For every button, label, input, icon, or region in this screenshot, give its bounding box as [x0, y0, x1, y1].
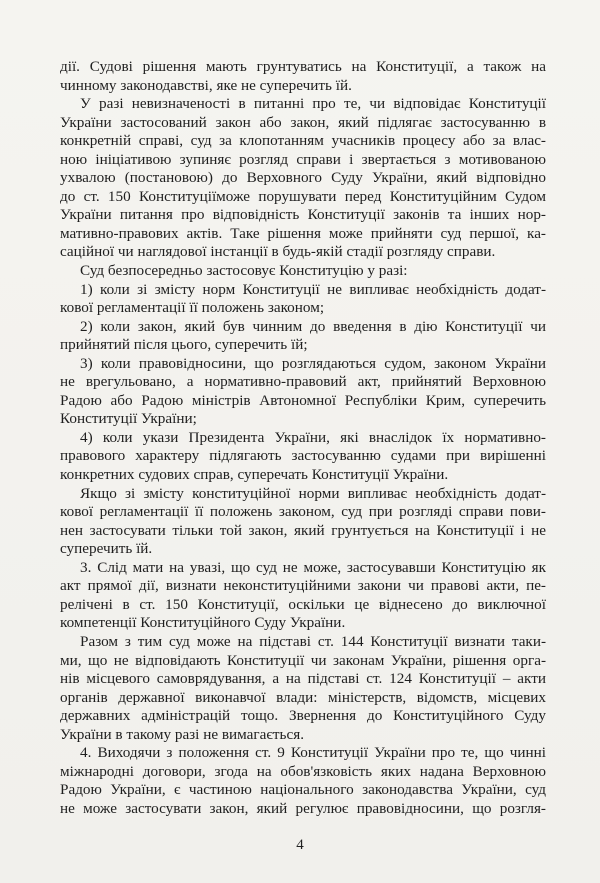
text-line: 3. Слід мати на увазі, що суд не може, застосувавши Конституцію як: [80, 558, 546, 576]
text-line: У разі невизначеності в питанні про те, чи відповідає Конституції: [80, 95, 546, 113]
text-line: кової регламентації її положень законом;: [60, 299, 325, 317]
text-line: 1) коли зі змісту норм Конституції не випливає необхідність додат-: [80, 280, 546, 298]
text-line: України застосований закон або закон, який підлягає застосуванню в: [60, 113, 546, 131]
text-line: України в такому разі не вимагається.: [60, 725, 304, 743]
text-line: ухвалою (постановою) до Верховного Суду України, який відповідно: [60, 169, 546, 187]
text-line: Радою або Радою міністрів Автономної Республіки Крим, суперечить: [60, 391, 546, 409]
text-line: конкретній справі, суд за клопотанням учасників процесу або за влас-: [60, 132, 546, 150]
text-line: акт прямої дії, визнати неконституційними закони чи правові акти, пе-: [60, 577, 546, 595]
text-line: релічені в ст. 150 Конституції, оскільки це віднесено до виключної: [60, 595, 546, 613]
text-line: не може застосувати закон, який регулює правовідносини, що розгля-: [60, 799, 546, 817]
page-number: 4: [296, 837, 304, 853]
text-line: Якщо зі змісту конституційної норми випливає необхідність додат-: [80, 484, 546, 502]
text-line: ми, що не відповідають Конституції чи законам України, рішення орга-: [60, 651, 546, 669]
text-line: органів державної виконавчої влади: міністерств, відомств, місцевих: [60, 688, 546, 706]
text-line: не врегульовано, а нормативно-правовий акт, прийнятий Верховною: [60, 373, 546, 391]
text-line: державних адміністрацій тощо. Звернення до Конституційного Суду: [60, 707, 546, 725]
text-line: до ст. 150 Конституціїможе порушувати перед Конституційним Судом: [60, 187, 546, 205]
text-line: 4) коли укази Президента України, які внаслідок їх нормативно-: [80, 428, 546, 446]
text-line: 3) коли правовідносини, що розглядаються судом, законом України: [80, 354, 546, 372]
text-line: правового характеру підлягають застосуванню судами при вирішенні: [60, 447, 546, 465]
text-line: мативно-правових актів. Таке рішення може прийняти суд першої, ка-: [60, 224, 546, 242]
text-line: суперечить їй.: [60, 540, 153, 558]
text-line: Разом з тим суд може на підставі ст. 144 Конституції визнати таки-: [80, 632, 546, 650]
text-line: дії. Судові рішення мають грунтуватись на Конституції, а також на: [60, 58, 546, 75]
text-line: України питання про відповідність Конституції законів та інших нор-: [60, 206, 546, 224]
text-line: міжнародні договори, згода на обов'язковість яких надана Верховною: [60, 762, 546, 780]
text-line: конкретних судових справ, суперечать Конституції України.: [60, 466, 449, 484]
text-line: Суд безпосередньо застосовує Конституцію у разі:: [80, 262, 408, 280]
text-line: кової регламентації її положень законом, суд при розгляді справи пови-: [60, 503, 546, 521]
text-line: саційної чи наглядової інстанції в будь-якій стадії розгляду справи.: [60, 243, 496, 261]
text-line: нен застосувати тільки той закон, який грунтується на Конституції і не: [60, 521, 546, 539]
body-text: [60, 58, 546, 818]
text-line: чинному законодавстві, яке не суперечить їй.: [60, 76, 352, 94]
text-line: Конституції України;: [60, 410, 197, 428]
text-line: компетенції Конституційного Суду України.: [60, 614, 346, 632]
text-line: прийнятий після цього, суперечить їй;: [60, 336, 308, 354]
text-line: нів місцевого самоврядування, а на підставі ст. 124 Конституції – акти: [60, 670, 546, 688]
text-line: 2) коли закон, який був чинним до введення в дію Конституції чи: [80, 317, 546, 335]
text-line: Радою України, є частиною національного законодавства України, суд: [60, 781, 546, 799]
text-line: ною ініціативою зупиняє розгляд справи і звертається з мотивованою: [60, 150, 546, 168]
text-line: 4. Виходячи з положення ст. 9 Конституції України про те, що чинні: [80, 744, 546, 762]
